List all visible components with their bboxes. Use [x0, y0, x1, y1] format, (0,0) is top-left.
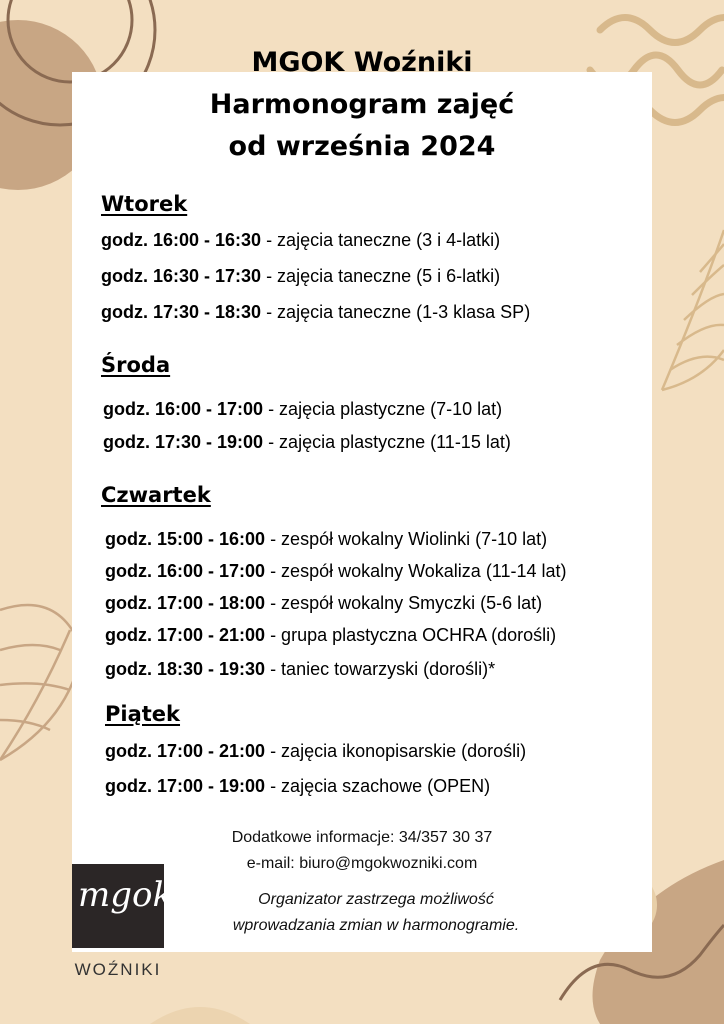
schedule-row [105, 561, 567, 582]
schedule-activity: - grupa plastyczna OCHRA (dorośli) [265, 625, 557, 645]
schedule-row [105, 593, 542, 614]
schedule-time: godz. 16:00 - 17:00 [105, 561, 266, 581]
schedule-time: godz. 18:30 - 19:30 [105, 659, 266, 679]
schedule-activity: - zajęcia taneczne (1-3 klasa SP) [261, 302, 531, 322]
day-heading-sroda: Środa [101, 353, 171, 377]
schedule-row [101, 302, 530, 323]
schedule-time: godz. 17:00 - 21:00 [105, 741, 266, 761]
schedule-time: godz. 17:00 - 21:00 [105, 625, 266, 645]
day-heading-piatek: Piątek [105, 702, 181, 726]
title-line-3: od września 2024 [228, 131, 496, 162]
schedule-row [103, 399, 502, 420]
mgok-logo-mark [72, 864, 164, 948]
disclaimer-line-1: Organizator zastrzega możliwość [258, 891, 494, 908]
contact-email: e-mail: biuro@mgokwozniki.com [246, 855, 478, 872]
schedule-activity: - zajęcia ikonopisarskie (dorośli) [265, 741, 527, 761]
schedule-time: godz. 16:00 - 16:30 [101, 230, 262, 250]
logo-caption: WOŹNIKI [74, 960, 162, 979]
bottom-left-bump [150, 1007, 250, 1024]
schedule-activity: - zespół wokalny Wokaliza (11-14 lat) [265, 561, 567, 581]
top-right-wave-1 [600, 18, 724, 43]
schedule-time: godz. 16:30 - 17:30 [101, 266, 262, 286]
right-leaf [662, 230, 724, 390]
schedule-activity: - taniec towarzyski (dorośli)* [265, 659, 496, 679]
schedule-time: godz. 17:00 - 18:00 [105, 593, 266, 613]
title-line-1: MGOK Woźniki [251, 47, 473, 78]
schedule-time: godz. 17:00 - 19:00 [105, 776, 266, 796]
schedule-activity: - zajęcia plastyczne (7-10 lat) [263, 399, 503, 419]
schedule-row [105, 741, 526, 762]
schedule-activity: - zajęcia szachowe (OPEN) [265, 776, 491, 796]
left-leaf [0, 605, 82, 760]
schedule-row [101, 230, 500, 251]
schedule-row [101, 266, 500, 287]
schedule-time: godz. 16:00 - 17:00 [103, 399, 264, 419]
schedule-activity: - zajęcia taneczne (5 i 6-latki) [261, 266, 501, 286]
schedule-row [105, 776, 490, 797]
title-line-2: Harmonogram zajęć [209, 89, 515, 120]
schedule-activity: - zespół wokalny Smyczki (5-6 lat) [265, 593, 543, 613]
mgok-logo-text: mgok [78, 875, 164, 915]
schedule-activity: - zajęcia taneczne (3 i 4-latki) [261, 230, 501, 250]
day-heading-wtorek: Wtorek [101, 192, 188, 216]
disclaimer-line-2: wprowadzania zmian w harmonogramie. [232, 917, 520, 934]
schedule-row [105, 529, 547, 550]
schedule-time: godz. 15:00 - 16:00 [105, 529, 266, 549]
schedule-time: godz. 17:30 - 18:30 [101, 302, 262, 322]
schedule-row [105, 625, 556, 646]
schedule-activity: - zespół wokalny Wiolinki (7-10 lat) [265, 529, 548, 549]
page-title [0, 42, 724, 168]
mgok-logo [72, 864, 164, 948]
schedule-time: godz. 17:30 - 19:00 [103, 432, 264, 452]
contact-phone: Dodatkowe informacje: 34/357 30 37 [231, 829, 493, 846]
schedule-row [103, 432, 511, 453]
day-heading-czwartek: Czwartek [101, 483, 211, 507]
schedule-row [105, 659, 495, 680]
schedule-activity: - zajęcia plastyczne (11-15 lat) [263, 432, 511, 452]
